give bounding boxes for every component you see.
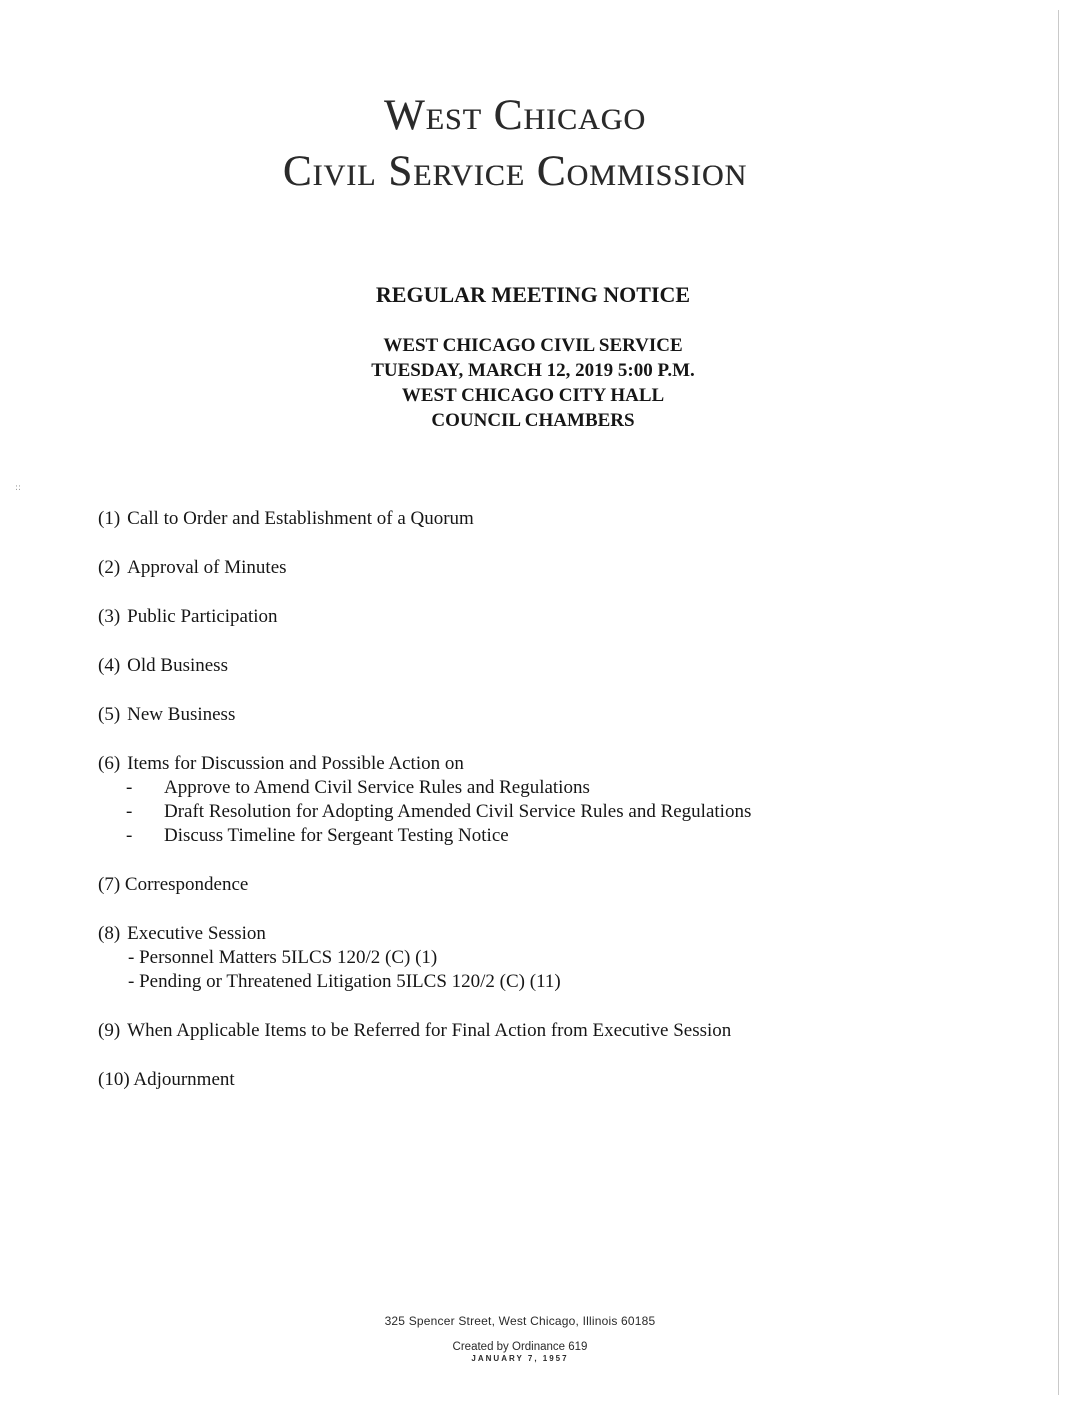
agenda-text: Public Participation: [127, 606, 278, 627]
agenda-text: Adjournment: [133, 1069, 235, 1090]
agenda-subitems: [98, 946, 998, 994]
agenda-number: (6): [98, 753, 121, 774]
letterhead-line-2: Civil Service Commission: [282, 148, 748, 195]
agenda-text: Executive Session: [127, 923, 266, 944]
agenda-item: [98, 873, 998, 897]
agenda-item: [98, 605, 998, 629]
agenda-text: Correspondence: [124, 874, 249, 895]
agenda-item: [98, 752, 998, 848]
agenda-item: [98, 556, 998, 580]
page-footer: [0, 1314, 1040, 1363]
scan-speck: ::: [15, 483, 22, 493]
agenda-subitem: - Personnel Matters 5ILCS 120/2 (C) (1): [128, 947, 438, 968]
commission-letterhead: [0, 88, 1030, 200]
agenda-text: When Applicable Items to be Referred for Final Action from Executive Session: [127, 1020, 732, 1041]
agenda-subitems: [98, 776, 998, 848]
meeting-info: [0, 333, 1066, 433]
agenda-list: [98, 507, 998, 1117]
meeting-body: WEST CHICAGO CIVIL SERVICE: [383, 335, 683, 356]
agenda-item: [98, 654, 998, 678]
agenda-text: New Business: [127, 704, 236, 725]
agenda-item: [98, 507, 998, 531]
agenda-number: (8): [98, 923, 121, 944]
dash-bullet: -: [126, 777, 133, 798]
dash-bullet: -: [126, 825, 133, 846]
agenda-number: (5): [98, 704, 121, 725]
agenda-subitem: [126, 800, 998, 824]
agenda-number: (2): [98, 557, 121, 578]
meeting-datetime: TUESDAY, MARCH 12, 2019 5:00 P.M.: [371, 360, 695, 381]
agenda-subitem: - Pending or Threatened Litigation 5ILCS 120/2 (C) (11): [128, 971, 561, 992]
agenda-number: (4): [98, 655, 121, 676]
agenda-subitem-text: Draft Resolution for Adopting Amended Civil Service Rules and Regulations: [164, 801, 752, 822]
agenda-text: Call to Order and Establishment of a Quorum: [127, 508, 474, 529]
agenda-subitem-text: Discuss Timeline for Sergeant Testing Notice: [164, 825, 509, 846]
agenda-number: (7): [98, 874, 121, 895]
footer-date: JANUARY 7, 1957: [471, 1354, 569, 1363]
agenda-item: [98, 922, 998, 994]
agenda-item: [98, 703, 998, 727]
dash-bullet: -: [126, 801, 133, 822]
agenda-text: Approval of Minutes: [127, 557, 287, 578]
agenda-item: [98, 1019, 998, 1043]
scan-edge-line: [1058, 10, 1059, 1395]
agenda-number: (10): [98, 1069, 130, 1090]
footer-address: 325 Spencer Street, West Chicago, Illinois 60185: [384, 1314, 656, 1328]
agenda-number: (3): [98, 606, 121, 627]
meeting-room: COUNCIL CHAMBERS: [431, 410, 635, 431]
letterhead-line-1: West Chicago: [383, 92, 646, 139]
meeting-venue: WEST CHICAGO CITY HALL: [401, 385, 665, 406]
agenda-number: (1): [98, 508, 121, 529]
agenda-subitem: [126, 776, 998, 800]
footer-ordinance: Created by Ordinance 619: [452, 1341, 588, 1353]
agenda-text: Old Business: [127, 655, 228, 676]
agenda-subitem-text: Approve to Amend Civil Service Rules and Regulations: [164, 777, 590, 798]
agenda-item: [98, 1068, 998, 1092]
agenda-number: (9): [98, 1020, 121, 1041]
agenda-text: Items for Discussion and Possible Action on: [127, 753, 464, 774]
notice-title: REGULAR MEETING NOTICE: [375, 282, 691, 307]
agenda-subitem: [126, 824, 998, 848]
